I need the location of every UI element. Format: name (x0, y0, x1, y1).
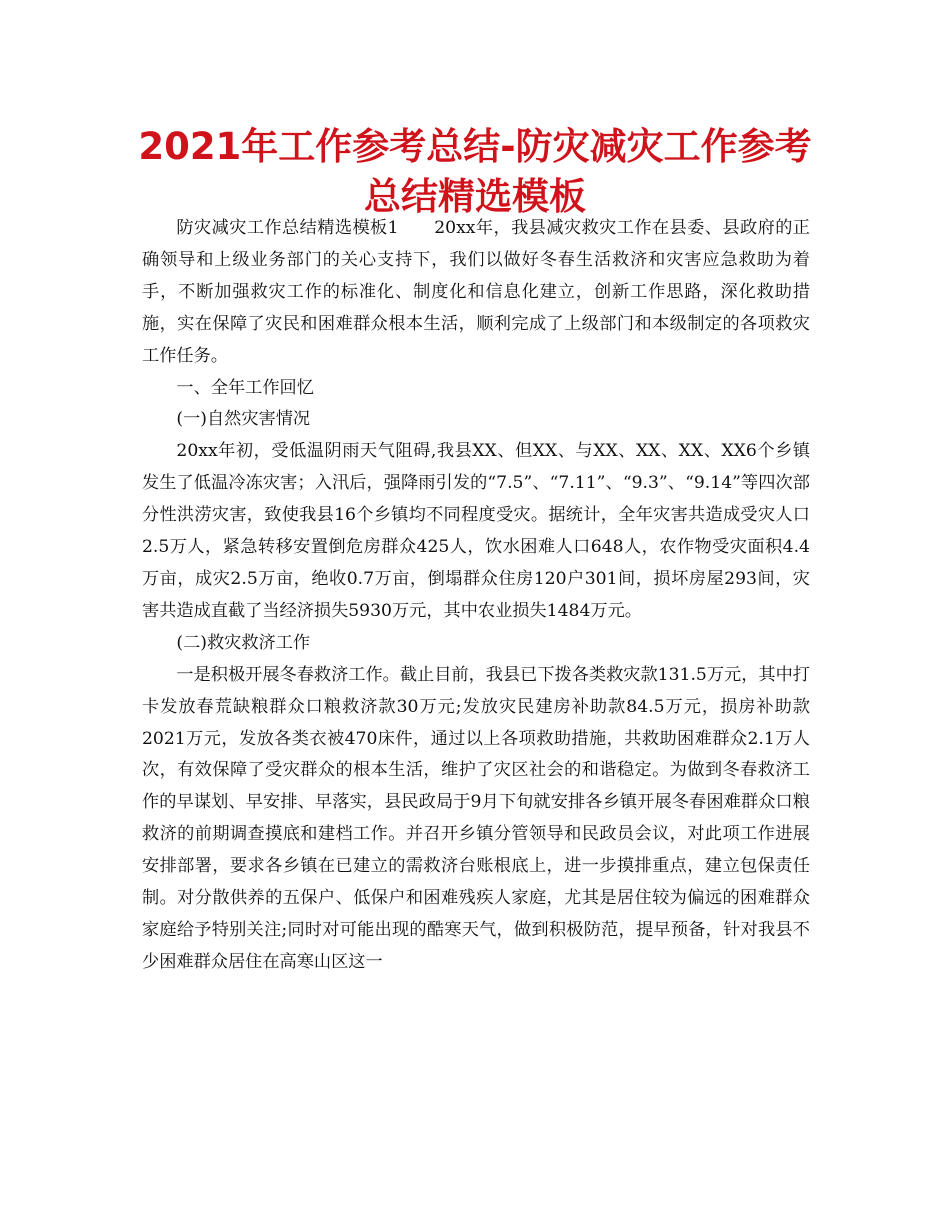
paragraph-relief: 一是积极开展冬春救济工作。截止目前，我县已下拨各类救灾款131.5万元，其中打卡发放春荒缺粮群众口粮救济款30万元;发放灾民建房补助款84.5万元，损房补助款2021万元，发放各类衣被470床件，通过以上各项救助措施，共救助困难群众2.1万人次，有效保障了受灾群众的根本生活，维护了灾区社会的和谐稳定。为做到冬春救济工作的早谋划、早安排、早落实，县民政局于9月下旬就安排各乡镇开展冬春困难群众口粮救济的前期调查摸底和建档工作。并召开乡镇分管领导和民政员会议，对此项工作进展安排部署，要求各乡镇在已建立的需救济台账根底上，进一步摸排重点，建立包保责任制。对分散供养的五保户、低保户和困难残疾人家庭，尤其是居住较为偏远的困难群众家庭给予特别关注;同时对可能出现的酷寒天气，做到积极防范，提早预备，针对我县不少困难群众居住在高寒山区这一 (142, 664, 810, 972)
document-body (142, 213, 810, 979)
subsection-heading-disaster: (一)自然灾害情况 (176, 409, 311, 430)
document-title: 2021年工作参考总结-防灾减灾工作参考总结精选模板 (138, 125, 812, 218)
paragraph-intro: 防灾减灾工作总结精选模板1 20xx年，我县减灾救灾工作在县委、县政府的正确领导和上级业务部门的关心支持下，我们以做好冬春生活救济和灾害应急救助为着手，不断加强救灾工作的标准化、制度化和信息化建立，创新工作思路，深化救助措施，实在保障了灾民和困难群众根本生活，顺利完成了上级部门和本级制定的各项救灾工作任务。 (142, 218, 810, 366)
section-heading-review: 一、全年工作回忆 (176, 377, 314, 398)
subsection-heading-relief: (二)救灾救济工作 (176, 632, 311, 653)
paragraph-disaster: 20xx年初，受低温阴雨天气阻碍,我县XX、但XX、与XX、XX、XX、XX6个乡镇发生了低温冷冻灾害；入汛后，强降雨引发的“7.5”、“7.11”、“9.3”、“9.14”等四次部分性洪涝灾害，致使我县16个乡镇均不同程度受灾。据统计，全年灾害共造成受灾人口2.5万人，紧急转移安置倒危房群众425人，饮水困难人口648人，农作物受灾面积4.4万亩，成灾2.5万亩，绝收0.7万亩，倒塌群众住房120户301间，损坏房屋293间，灾害共造成直截了当经济损失5930万元，其中农业损失1484万元。 (142, 441, 810, 621)
